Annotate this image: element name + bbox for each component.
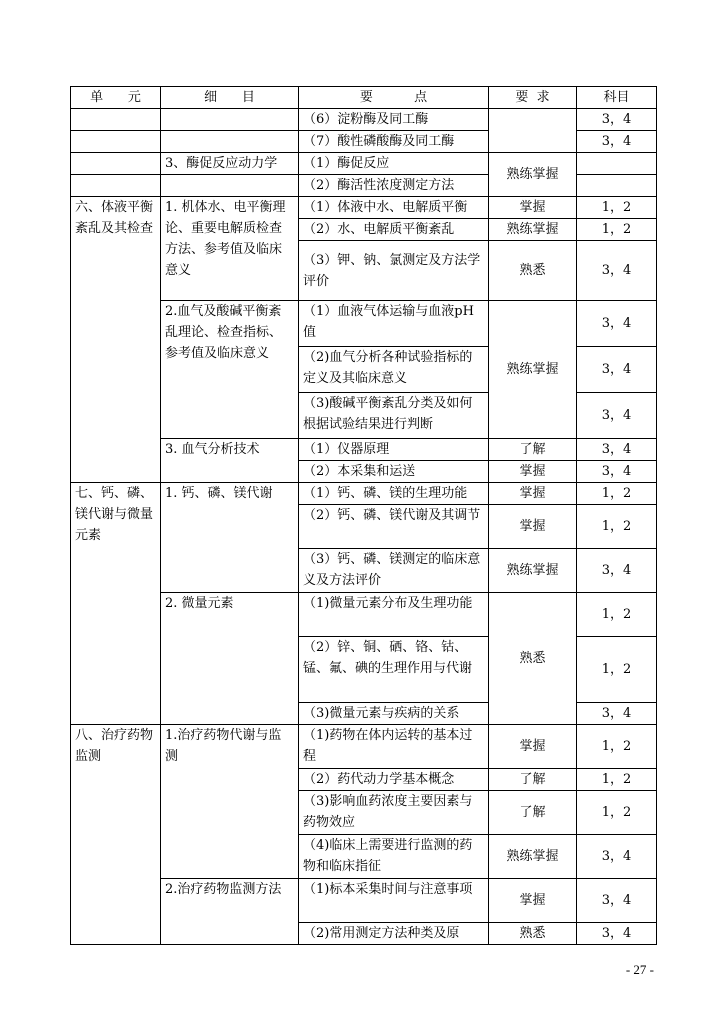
unit-cell-empty [71,131,161,153]
point-cell: （1)微量元素分布及生理功能 [299,593,489,637]
point-cell: （2)血气分析各种试验指标的定义及其临床意义 [299,347,489,393]
subject-cell-empty [577,175,657,197]
subject-cell: 3，4 [577,131,657,153]
unit-cell-empty [71,109,161,131]
subject-cell: 1，2 [577,637,657,703]
point-cell: （1）酶促反应 [299,153,489,175]
unit-cell: 八、治疗药物监测 [71,725,161,945]
point-cell: （3)微量元素与疾病的关系 [299,703,489,725]
detail-cell: 2.治疗药物监测方法 [161,879,299,945]
req-cell: 熟练掌握 [489,219,577,241]
header-points: 要 点 [299,87,489,109]
point-cell: （1）仪器原理 [299,439,489,461]
point-cell: （1)标本采集时间与注意事项 [299,879,489,923]
detail-cell: 3. 血气分析技术 [161,439,299,483]
header-requirement: 要 求 [489,87,577,109]
point-cell: （2）酶活性浓度测定方法 [299,175,489,197]
subject-cell: 3，4 [577,393,657,439]
req-cell: 了解 [489,791,577,835]
subject-cell: 1，2 [577,725,657,769]
point-cell: （1)药物在体内运转的基本过程 [299,725,489,769]
point-cell: （1）体液中水、电解质平衡 [299,197,489,219]
table-row [71,197,657,219]
point-cell: （3）钾、钠、氯测定及方法学评价 [299,241,489,301]
req-cell: 熟练掌握 [489,153,577,197]
req-cell-empty [489,109,577,153]
unit-cell-empty [71,175,161,197]
detail-cell-empty [161,175,299,197]
subject-cell: 3，4 [577,879,657,923]
req-cell: 掌握 [489,505,577,549]
subject-cell-empty [577,153,657,175]
point-cell: （7）酸性磷酸酶及同工酶 [299,131,489,153]
subject-cell: 1，2 [577,197,657,219]
req-cell: 了解 [489,439,577,461]
header-detail: 细 目 [161,87,299,109]
detail-cell-empty [161,131,299,153]
subject-cell: 1，2 [577,769,657,791]
subject-cell: 1，2 [577,219,657,241]
detail-cell: 1. 钙、磷、镁代谢 [161,483,299,593]
point-cell: （2）锌、铜、硒、铬、钴、锰、氟、碘的生理作用与代谢 [299,637,489,703]
req-cell: 掌握 [489,879,577,923]
point-cell: （3)影响血药浓度主要因素与药物效应 [299,791,489,835]
unit-cell-empty [71,153,161,175]
point-cell: （2）本采集和运送 [299,461,489,483]
point-cell: （2)常用测定方法种类及原 [299,923,489,945]
subject-cell: 3，4 [577,835,657,879]
subject-cell: 3，4 [577,347,657,393]
subject-cell: 3，4 [577,241,657,301]
req-cell: 掌握 [489,197,577,219]
req-cell: 熟悉 [489,241,577,301]
req-cell: 掌握 [489,483,577,505]
detail-cell: 1.治疗药物代谢与监测 [161,725,299,879]
req-cell: 熟练掌握 [489,549,577,593]
subject-cell: 1，2 [577,483,657,505]
subject-cell: 1，2 [577,505,657,549]
point-cell: （2）钙、磷、镁代谢及其调节 [299,505,489,549]
point-cell: （4)临床上需要进行监测的药物和临床指征 [299,835,489,879]
subject-cell: 1，2 [577,791,657,835]
table-row [71,483,657,505]
req-cell: 熟练掌握 [489,301,577,439]
table-header-row [71,87,657,109]
req-cell: 熟悉 [489,923,577,945]
subject-cell: 3，4 [577,923,657,945]
req-cell: 熟悉 [489,593,577,725]
subject-cell: 3，4 [577,549,657,593]
req-cell: 熟练掌握 [489,835,577,879]
point-cell: （1）钙、磷、镁的生理功能 [299,483,489,505]
table-row [71,109,657,131]
subject-cell: 3，4 [577,461,657,483]
point-cell: （6）淀粉酶及同工酶 [299,109,489,131]
point-cell: （1）血液气体运输与血液pH值 [299,301,489,347]
header-unit: 单 元 [71,87,161,109]
syllabus-table [70,86,657,945]
subject-cell: 1，2 [577,593,657,637]
req-cell: 掌握 [489,725,577,769]
subject-cell: 3，4 [577,439,657,461]
point-cell: （3)酸碱平衡紊乱分类及如何根据试验结果进行判断 [299,393,489,439]
point-cell: （3）钙、磷、镁测定的临床意义及方法评价 [299,549,489,593]
detail-cell: 2. 微量元素 [161,593,299,725]
unit-cell: 七、钙、磷、镁代谢与微量元素 [71,483,161,725]
point-cell: （2）药代动力学基本概念 [299,769,489,791]
subject-cell: 3，4 [577,109,657,131]
subject-cell: 3，4 [577,703,657,725]
unit-cell: 六、体液平衡紊乱及其检查 [71,197,161,483]
point-cell: （2）水、电解质平衡紊乱 [299,219,489,241]
detail-cell: 2.血气及酸碱平衡紊乱理论、检查指标、参考值及临床意义 [161,301,299,439]
page-number: - 27 - [625,962,654,977]
table-row [71,153,657,175]
detail-cell: 1. 机体水、电平衡理论、重要电解质检查方法、参考值及临床意义 [161,197,299,301]
header-subject: 科目 [577,87,657,109]
subject-cell: 3，4 [577,301,657,347]
req-cell: 了解 [489,769,577,791]
detail-cell: 3、酶促反应动力学 [161,153,299,175]
req-cell: 掌握 [489,461,577,483]
table-row [71,725,657,769]
detail-cell-empty [161,109,299,131]
